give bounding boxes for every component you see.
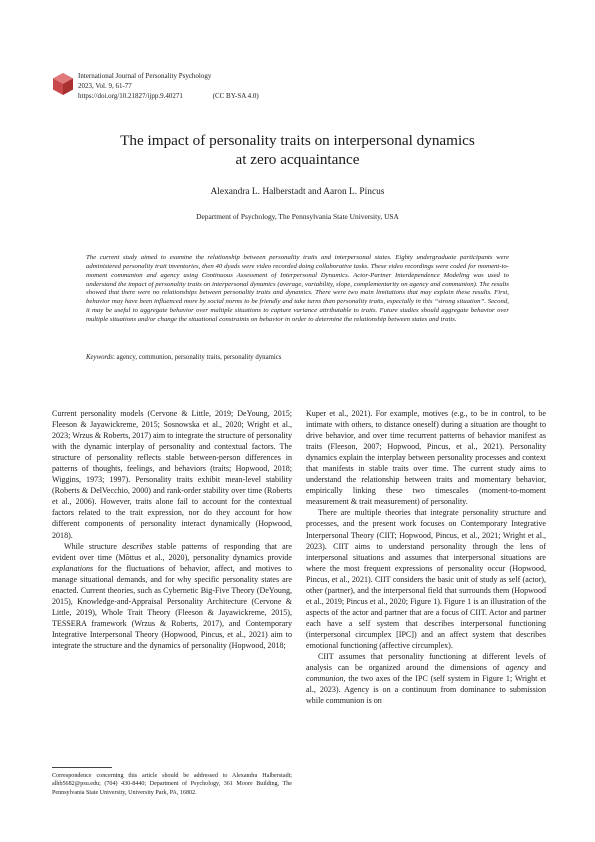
journal-header [78,71,259,101]
journal-name: International Journal of Personality Psychology [78,72,212,80]
title-line-1: The impact of personality traits on interpersonal dynamics [120,132,475,149]
paper-title [60,131,535,169]
body-paragraph-5: CIIT assumes that personality functioning at different levels of analysis can be organized around the dimensions of agency and communion, the two axes of the IPC (self system in Figure 1; Wright et al., 2023). Agency is on a continuum from dominance to submission while communion is on [306,652,546,706]
license-label: (CC BY-SA 4.0) [212,92,259,100]
body-paragraph-3: Kuper et al., 2021). For example, motives (e.g., to be in control, to be intimate with others, to distance oneself) during a situation are thought to drive behavior, and over time recurrent patterns of behavior manifest as traits (Fleeson, 2007; Hopwood, Pincus, et al., 2021). Personality dynamics explain the interplay between personality processes and context that manifests in stable traits over time. The current study aims to understand the relationship between traits and momentary behavior, empirically linking these two timescales (moment-to-moment measurement & trait measurement) of personality. [306,409,546,507]
body-column-left [52,408,292,651]
body-paragraph-4: There are multiple theories that integrate personality structure and processes, and the present work focuses on Contemporary Integrative Interpersonal Theory (CIIT; Hopwood, Pincus, et al., 2021; Wright et al., 2023). CIIT aims to understand personality through the lens of interpersonal situations and assumes that interpersonal situations are where the most frequent expressions of personality occur (Hopwood, Pincus, et al., 2021). CIIT considers the basic unit of study as self (actor), other (partner), and the interpersonal field that surrounds them (Hopwood et al., 2019; Pincus et al., 2020; Figure 1). Figure 1 is an illustration of the aspects of the actor and partner that are a focus of CIIT. Actor and partner each have a self system that describes interpersonal functioning (interpersonal circumplex [IPC]) and an affect system that describes emotional functioning (affective circumplex). [306,508,546,650]
correspondence-footnote: Correspondence concerning this article should be addressed to Alexandra Halberstadt; alhb5682@psu.edu; (704) 430-8440; Department of Psychology, 361 Moore Building, The Pennsylvania State University, University Park, PA, 16802. [52,773,292,796]
keywords-label: Keywords [86,354,113,361]
body-paragraph-2: While structure describes stable patterns of responding that are evident over time (Mõttus et al., 2020), personality dynamics provide explanations for the fluctuations of behavior, affect, and motives to manage situational demands, and for why specific personality states are enacted. Current theories, such as Cybernetic Big-Five Theory (DeYoung, 2015), Knowledge-and-Appraisal Personality Architecture (Cervone & Little, 2019), Whole Trait Theory (Fleeson & Jayawickreme, 2015), TESSERA framework (Wrzus & Roberts, 2017), and Contemporary Integrative Interpersonal Theory (Hopwood, Pincus, et al., 2021) aim to integrate the structure and the dynamics of personality (Hopwood, 2018; [52,541,292,650]
body-column-right [306,408,546,706]
footnote-rule [52,767,112,768]
affiliation: Department of Psychology, The Pennsylvania State University, USA [196,212,399,221]
keywords-text: : agency, communion, personality traits, personality dynamics [112,354,282,361]
journal-logo-icon [52,72,74,96]
body-paragraph-1: Current personality models (Cervone & Little, 2019; DeYoung, 2015; Fleeson & Jayawickreme, 2015; Sosnowska et al., 2020; Wright et al., 2023; Wrzus & Roberts, 2017) aim to integrate the structure of personality with the dynamic interplay of personality and contextual factors. The structure of personality reflects stable between-person differences in patterns of thoughts, feelings, and behaviors (traits; Hopwood, 2018; Wiggins, 1973; 1997). Personality traits exhibit mean-level stability (Roberts & DelVecchio, 2000) and rank-order stability over time (Roberts et al., 2006). However, traits alone fail to account for the contextual factors related to the trait expression, nor do they account for how different components of personality interact dynamically (Hopwood, 2018). [52,409,292,540]
keywords [86,354,509,361]
doi-link[interactable]: https://doi.org/10.21827/ijpp.9.40271 [78,92,183,100]
abstract: The current study aimed to examine the relationship between personality traits and interpersonal states. Eighty undergraduate participants were administered personality trait inventories, then 40 dyads were video recorded doing collaborative tasks. These video recordings were coded for moment-to-moment communion and agency using Continuous Assessment of Interpersonal Dynamics. Actor-Partner Interdependence Modeling was used to understand the impact of personality traits on interpersonal dynamics (average, variability, slope, complementarity on agency and communion). The results showed that there were no relationships between personality traits and dynamics. There were two main limitations that may explain these results. First, behavior may have been influenced more by social norms to be friendly and take turns than personality traits, especially in this “strong situation”. Second, it may be useful to aggregate behavior over multiple situations to capture variance attributable to traits. Future studies should aggregate behavior over multiple situations and/or change the situational constraints on behavior in order to determine the relationship between states and traits. [86,254,509,323]
authors: Alexandra L. Halberstadt and Aaron L. Pincus [210,187,385,197]
volume-info: 2023, Vol. 9, 61-77 [78,82,132,90]
title-line-2: at zero acquaintance [235,151,360,168]
